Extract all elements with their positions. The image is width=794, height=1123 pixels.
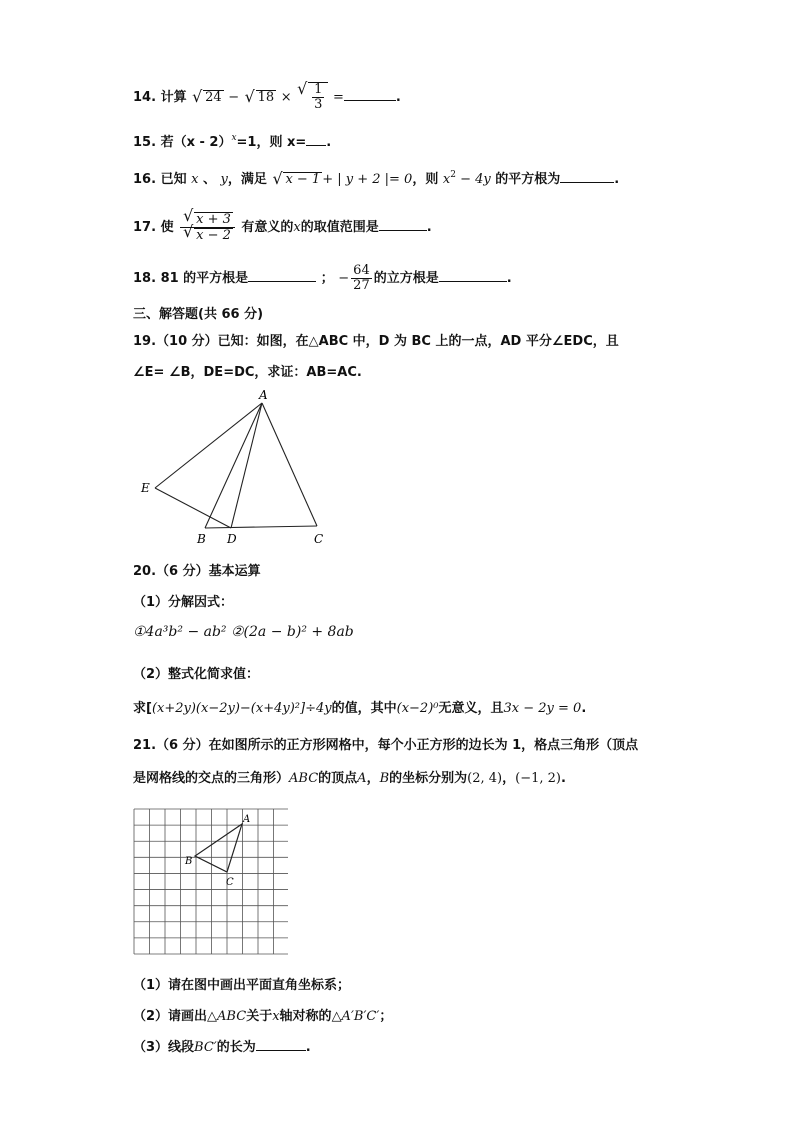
sub2-text-c: 关于 (246, 1009, 273, 1024)
q20-title: 20.（6 分）基本运算 (133, 564, 261, 579)
answer-blank (306, 133, 326, 146)
question-16 (133, 168, 619, 187)
sqrt-18: √ 18 (246, 90, 277, 105)
var-x: x (293, 220, 301, 235)
coord-b: (−1, 2) (515, 771, 561, 786)
text-meaningless: 无意义，且 (438, 701, 504, 716)
question-18 (133, 264, 512, 293)
comma: ， (502, 771, 516, 786)
answer-blank-1 (248, 269, 316, 282)
q20-simplify-line (133, 697, 586, 716)
q19-line-2: ∠E= ∠B，DE=DC，求证：AB=AC. (133, 365, 362, 380)
label-A: A (259, 388, 268, 402)
period: . (506, 271, 512, 286)
expr-exponent: 2 (450, 170, 456, 180)
answer-blank (379, 218, 427, 231)
q15-exponent: x (231, 133, 237, 143)
sub3-segment: BC′ (194, 1040, 217, 1055)
triangle-figure (135, 385, 345, 550)
abs-expression: + | y + 2 |= 0 (322, 172, 413, 187)
q17-text-3: 的取值范围是 (300, 220, 379, 235)
q20-part-1: （1）分解因式： (133, 595, 234, 610)
q21-sub-2 (133, 1005, 392, 1024)
q16-text-3: ，则 (412, 172, 439, 187)
point-a: A (357, 771, 367, 786)
coord-a: (2, 4) (467, 771, 503, 786)
minus-sign: − (338, 271, 350, 286)
divide-4y: ]÷4y (300, 701, 332, 716)
q19-line-1: 19.（10 分）已知：如图，在△ABC 中，D 为 BC 上的一点，AD 平分∠EDC，且 (133, 334, 619, 349)
q20-expression-1: ①4a³b² − ab² ②(2a − b)² + 8ab (133, 624, 354, 640)
period: . (395, 90, 401, 105)
section-title: 三、解答题(共 66 分) (133, 307, 264, 322)
bracket-open: 求[ (133, 701, 152, 716)
label-C: C (314, 532, 324, 546)
question-14 (133, 82, 401, 112)
q21-sub-1: （1）请在图中画出平面直角坐标系； (133, 978, 351, 993)
q21-text-c: 的坐标分别为 (389, 771, 468, 786)
expression-condition: 3x − 2y = 0 (503, 701, 582, 716)
grid-label-A: A (243, 814, 251, 825)
period: . (305, 1040, 311, 1055)
sub2-end: ； (379, 1009, 393, 1024)
q17-text-2: 有意义的 (241, 220, 294, 235)
period: . (326, 135, 332, 150)
q16-text-2: ，满足 (227, 172, 267, 187)
expr-minus-4y: − 4y (455, 172, 491, 187)
label-B: B (197, 532, 206, 546)
q21-line-2 (133, 767, 566, 786)
sqrt-fraction: √ $\frac{1}{3}$ (298, 82, 328, 112)
question-17 (133, 212, 432, 243)
q16-text-1: 已知 (160, 172, 187, 187)
minus-sign: − (228, 90, 240, 105)
q16-text-4: 的平方根为 (495, 172, 561, 187)
label-D: D (227, 532, 237, 546)
fraction-64-27: $\frac{64}{27}$ (353, 263, 370, 293)
question-15 (133, 131, 331, 150)
expr-x: x (442, 172, 451, 187)
sub3-text-c: 的长为 (216, 1040, 256, 1055)
q15-text-1: 若（x - 2） (160, 135, 232, 150)
grid-figure (133, 808, 288, 958)
q17-number: 17. (133, 220, 157, 235)
var-x: x (191, 172, 199, 187)
expression-main: (x+2y)(x−2y)−(x+4y)² (151, 701, 301, 716)
q17-text-1: 使 (160, 220, 174, 235)
period: . (426, 220, 432, 235)
separator: ； (320, 271, 334, 286)
point-b: B (379, 771, 390, 786)
radical-fraction: √ x + 3 √ x − 2 (180, 212, 235, 243)
q14-text: 计算 (160, 90, 187, 105)
answer-blank (256, 1038, 306, 1051)
period: . (560, 771, 566, 786)
answer-blank (560, 170, 614, 183)
q14-number: 14. (133, 90, 157, 105)
q16-number: 16. (133, 172, 157, 187)
period: . (614, 172, 620, 187)
times-sign: × (280, 90, 292, 105)
q21-line-1: 21.（6 分）在如图所示的正方形网格中，每个小正方形的边长为 1，格点三角形（顶点 (133, 738, 639, 753)
sqrt-x-minus-1: √ x − 1 (273, 172, 322, 187)
sub3-text-a: （3）线段 (133, 1040, 195, 1055)
q15-number: 15. (133, 135, 157, 150)
answer-blank-2 (439, 269, 507, 282)
answer-blank (344, 88, 396, 101)
expression-zero-power: (x−2)⁰ (396, 701, 439, 716)
q18-number: 18. (133, 271, 157, 286)
period: . (581, 701, 587, 716)
separator: 、 (202, 172, 216, 187)
sub2-triangle: △ABC (207, 1009, 247, 1024)
sub2-axis: x (272, 1009, 280, 1024)
label-E: E (141, 481, 150, 495)
grid-label-B: B (185, 856, 193, 867)
q18-text-1: 81 的平方根是 (160, 271, 249, 286)
sub2-reflected-triangle: △A′B′C′ (331, 1009, 380, 1024)
comma: ， (366, 771, 380, 786)
sqrt-24: √ 24 (193, 90, 224, 105)
q20-part-2: （2）整式化简求值： (133, 667, 260, 682)
q15-text-2: =1，则 x= (236, 135, 307, 150)
grid-label-C: C (226, 877, 234, 888)
text-value: 的值，其中 (331, 701, 397, 716)
q21-text-a: 是网格线的交点的三角形） (133, 771, 290, 786)
q21-text-b: 的顶点 (318, 771, 358, 786)
equals-sign: = (332, 90, 344, 105)
sub2-text-e: 轴对称的 (279, 1009, 332, 1024)
sub2-text-a: （2）请画出 (133, 1009, 208, 1024)
var-y: y (220, 172, 228, 187)
triangle-name: ABC (289, 771, 319, 786)
q18-text-2: 的立方根是 (373, 271, 439, 286)
q21-sub-3 (133, 1036, 311, 1055)
